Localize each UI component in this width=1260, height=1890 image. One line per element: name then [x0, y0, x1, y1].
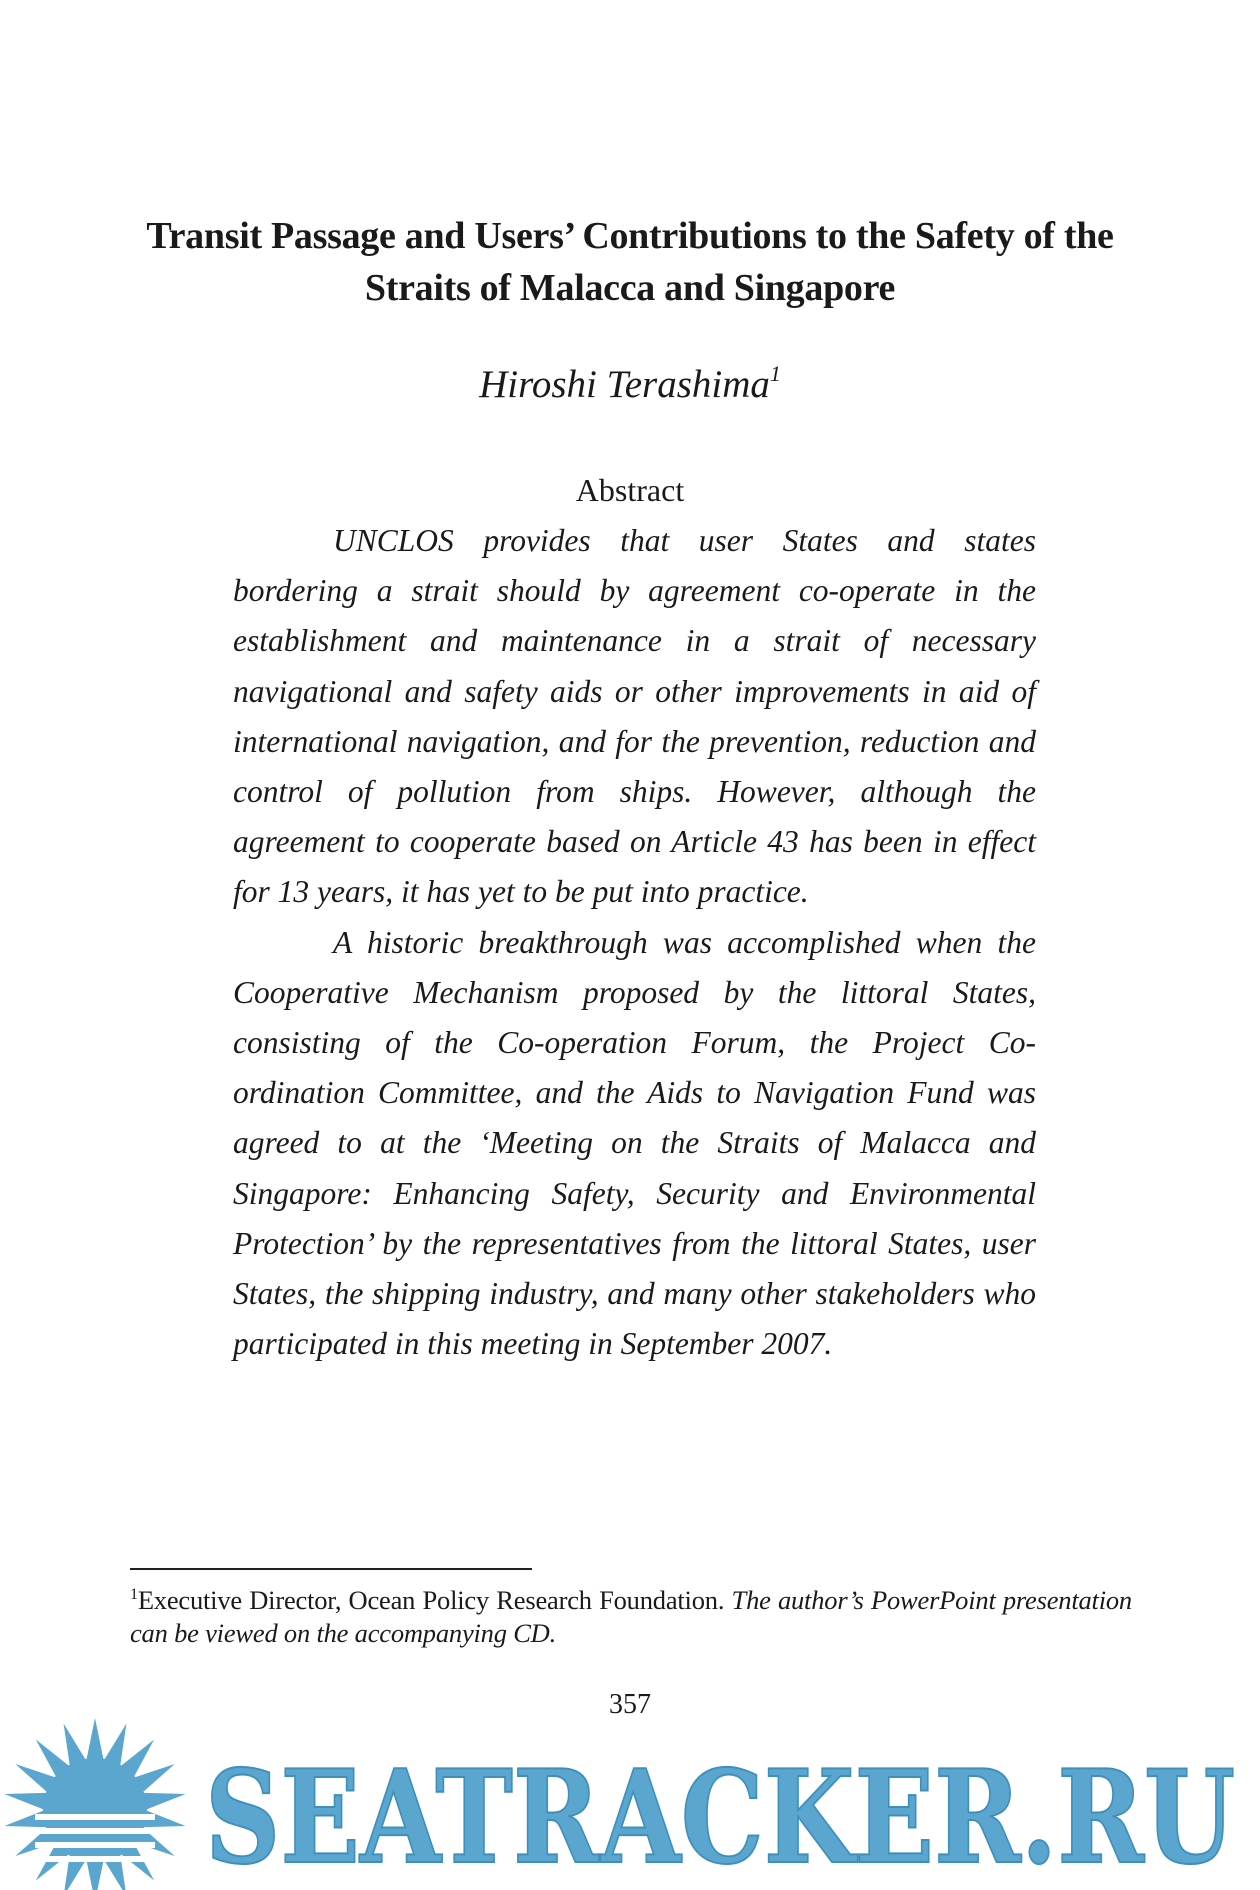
- sun-icon: [3, 1718, 187, 1890]
- footnote-divider: [130, 1568, 532, 1570]
- abstract-body: [233, 516, 1036, 1369]
- author-footnote-mark[interactable]: 1: [769, 361, 781, 386]
- paper-title: Transit Passage and Users’ Contributions to the Safety of the Straits of Malacca and Singapore: [146, 215, 1114, 309]
- watermark-text: SEATRACKER.RU: [205, 1743, 1235, 1890]
- footnote-mark: 1: [130, 1586, 138, 1603]
- author-name: Hiroshi Terashima: [479, 363, 770, 406]
- watermark: [0, 1710, 1260, 1890]
- abstract-heading: Abstract: [575, 472, 685, 508]
- abstract-paragraph-2: A historic breakthrough was accomplished when the Cooperative Mechanism proposed by the littoral States, consisting of the Co-operation Forum, the Project Co-ordination Committee, and the Aids to Navigation Fund was agreed to at the ‘Meeting on the Straits of Malacca and Singapore: Enhancing Safety, Security and Environmental Protection’ by the representatives from the littoral States, user States, the shipping industry, and many other stakeholders who participated in this meeting in September 2007.: [233, 924, 1036, 1362]
- footnote: [130, 1584, 1132, 1650]
- author-line: [130, 360, 1130, 410]
- abstract-paragraph-1: UNCLOS provides that user States and states bordering a strait should by agreement co-operate in the establishment and maintenance in a strait of necessary navigational and safety aids or other improvements in aid of international navigation, and for the prevention, reduction and control of pollution from ships. However, although the agreement to cooperate based on Article 43 has been in effect for 13 years, it has yet to be put into practice.: [233, 523, 1036, 910]
- footnote-note: The author’s PowerPoint presentation can be viewed on the accompanying CD.: [130, 1585, 1132, 1648]
- footnote-affiliation: Executive Director, Ocean Policy Research Foundation.: [137, 1585, 725, 1615]
- page-number: 357: [609, 1689, 651, 1720]
